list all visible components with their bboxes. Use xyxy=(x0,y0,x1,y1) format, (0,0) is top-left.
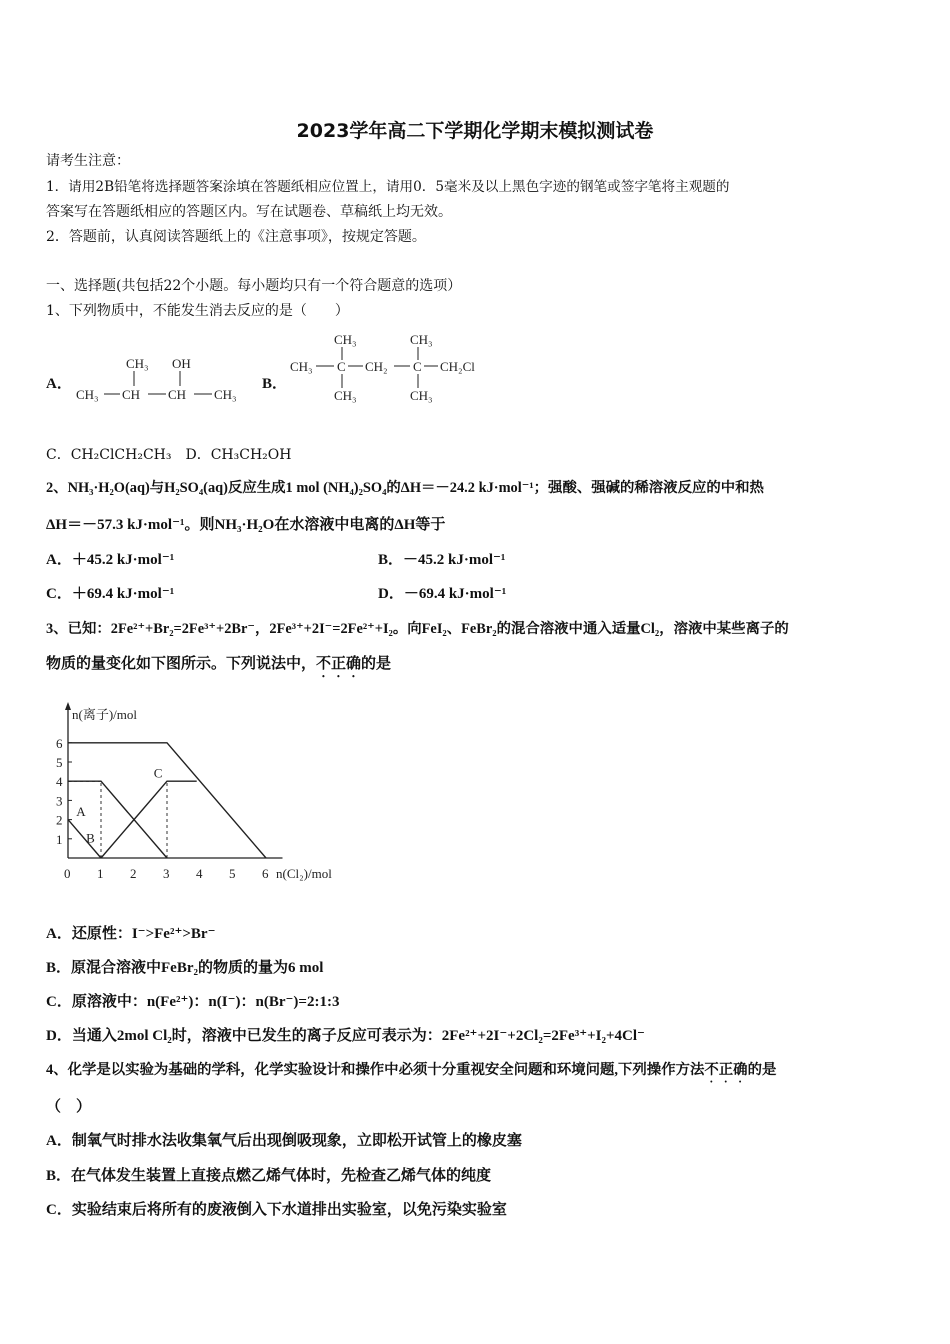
q3-option-b: B．原混合溶液中FeBr₂的物质的量为6 mol xyxy=(46,960,324,976)
q1-option-b-label: B． xyxy=(262,376,288,392)
q1-stem: 1、下列物质中，不能发生消去反应的是（ ） xyxy=(46,303,349,319)
notice-item1-line1: 1．请用2B铅笔将选择题答案涂填在答题纸相应位置上，请用0．5毫米及以上黑色字迹的钢笔或签字笔将主观题的 xyxy=(46,179,730,195)
chart-point-label: B xyxy=(86,830,95,846)
chart-x-tick-label: 4 xyxy=(196,866,203,881)
struct-b-c1: C xyxy=(337,359,346,374)
chart-y-tick-label: 4 xyxy=(56,774,63,790)
chart-series-line xyxy=(68,781,167,858)
q3-option-a: A．还原性：I⁻>Fe²⁺>Br⁻ xyxy=(46,926,216,942)
q2-option-b: B．－45.2 kJ·mol⁻¹ xyxy=(378,552,506,568)
q1-option-a-label: A． xyxy=(46,376,72,392)
chart-y-tick-label: 2 xyxy=(56,812,63,828)
struct-a-ch-1: CH xyxy=(122,387,141,402)
q1-structure-b xyxy=(288,330,498,406)
ion-amount-chart xyxy=(44,692,354,902)
chart-x-tick-label: 6 xyxy=(262,866,269,881)
struct-b-ch3-bot1: CH₃ xyxy=(334,388,357,403)
q1-structure-a xyxy=(74,352,254,404)
struct-b-c2: C xyxy=(413,359,422,374)
q2-line1: 2、NH₃·H₂O(aq)与H₂SO₄(aq)反应生成1 mol (NH₄)₂SO₄的ΔH＝－24.2 kJ·mol⁻¹；强酸、强碱的稀溶液反应的中和热 xyxy=(46,480,764,496)
struct-b-ch2: CH₂ xyxy=(365,359,388,374)
q4-line1: 4、化学是以实验为基础的学科，化学实验设计和操作中必须十分重视安全问题和环境问题,下列操作方法不正确的是 xyxy=(46,1062,777,1078)
q2-option-c: C．＋69.4 kJ·mol⁻¹ xyxy=(46,586,175,602)
struct-b-ch3-top1: CH₃ xyxy=(334,332,357,347)
q4-option-c: C．实验结束后将所有的废液倒入下水道排出实验室，以免污染实验室 xyxy=(46,1202,507,1218)
section-heading: 一、选择题(共包括22个小题。每小题均只有一个符合题意的选项） xyxy=(46,278,462,294)
chart-series-line xyxy=(101,781,197,858)
struct-a-ch3-top: CH₃ xyxy=(126,356,149,371)
struct-b-ch2cl: CH₂Cl xyxy=(440,359,475,374)
chart-point-label: C xyxy=(153,765,163,781)
chart-y-tick-label: 1 xyxy=(56,831,63,847)
chart-x-tick-label: 2 xyxy=(130,866,137,881)
chart-y-tick-label: 3 xyxy=(56,793,63,809)
q1-options-cd: C．CH₂ClCH₂CH₃ D．CH₃CH₂OH xyxy=(46,447,292,463)
chart-series-line xyxy=(68,820,101,858)
q3-option-d: D．当通入2mol Cl₂时，溶液中已发生的离子反应可表示为：2Fe²⁺+2I⁻+2Cl₂=2Fe³⁺+I₂+4Cl⁻ xyxy=(46,1028,645,1044)
q4-option-b: B．在气体发生装置上直接点燃乙烯气体时，先检查乙烯气体的纯度 xyxy=(46,1168,492,1184)
chart-x-axis-label: n(Cl₂)/mol xyxy=(276,866,332,881)
q2-option-d: D．－69.4 kJ·mol⁻¹ xyxy=(378,586,507,602)
q3-option-c: C．原溶液中：n(Fe²⁺)：n(I⁻)：n(Br⁻)=2:1:3 xyxy=(46,994,340,1010)
struct-b-ch3-left: CH₃ xyxy=(290,359,313,374)
chart-y-axis-label: n(离子)/mol xyxy=(72,707,137,722)
q3-line2: 物质的量变化如下图所示。下列说法中，不正确的是 xyxy=(46,656,392,672)
struct-a-ch-2: CH xyxy=(168,387,187,402)
chart-x-tick-label: 3 xyxy=(163,866,170,881)
chart-y-tick-label: 5 xyxy=(56,755,63,770)
notice-item2: 2．答题前，认真阅读答题纸上的《注意事项》，按规定答题。 xyxy=(46,229,426,245)
struct-a-oh-top: OH xyxy=(172,356,191,371)
q4-paren: （ ） xyxy=(46,1099,92,1115)
q2-option-a: A．＋45.2 kJ·mol⁻¹ xyxy=(46,552,175,568)
chart-y-arrow xyxy=(65,702,71,710)
page-title: 2023学年高二下学期化学期末模拟测试卷 xyxy=(296,120,654,142)
struct-a-ch3-right: CH₃ xyxy=(214,387,237,402)
q4-option-a: A．制氧气时排水法收集氧气后出现倒吸现象，立即松开试管上的橡皮塞 xyxy=(46,1133,522,1149)
struct-b-ch3-bot2: CH₃ xyxy=(410,388,433,403)
emphasis-not-correct: 不正确 xyxy=(316,656,362,672)
notice-item1-line2: 答案写在答题纸相应的答题区内。写在试题卷、草稿纸上均无效。 xyxy=(46,204,452,220)
chart-x-tick-label: 5 xyxy=(229,866,236,881)
struct-b-ch3-top2: CH₃ xyxy=(410,332,433,347)
chart-series-line xyxy=(68,743,266,858)
struct-a-ch3-left: CH₃ xyxy=(76,387,99,402)
q2-line2: ΔH＝－57.3 kJ·mol⁻¹。则NH₃·H₂O在水溶液中电离的ΔH等于 xyxy=(46,517,446,533)
emphasis-not-correct-q4: 不正确 xyxy=(704,1062,748,1078)
chart-x-tick-label: 0 xyxy=(64,866,71,881)
notice-heading: 请考生注意： xyxy=(46,153,130,169)
chart-point-label: A xyxy=(76,803,86,819)
chart-x-tick-label: 1 xyxy=(97,866,104,881)
chart-y-tick-label: 6 xyxy=(56,735,63,751)
q3-line1: 3、已知：2Fe²⁺+Br₂=2Fe³⁺+2Br⁻，2Fe³⁺+2I⁻=2Fe²⁺+I₂。向FeI₂、FeBr₂的混合溶液中通入适量Cl₂，溶液中某些离子的 xyxy=(46,621,789,637)
